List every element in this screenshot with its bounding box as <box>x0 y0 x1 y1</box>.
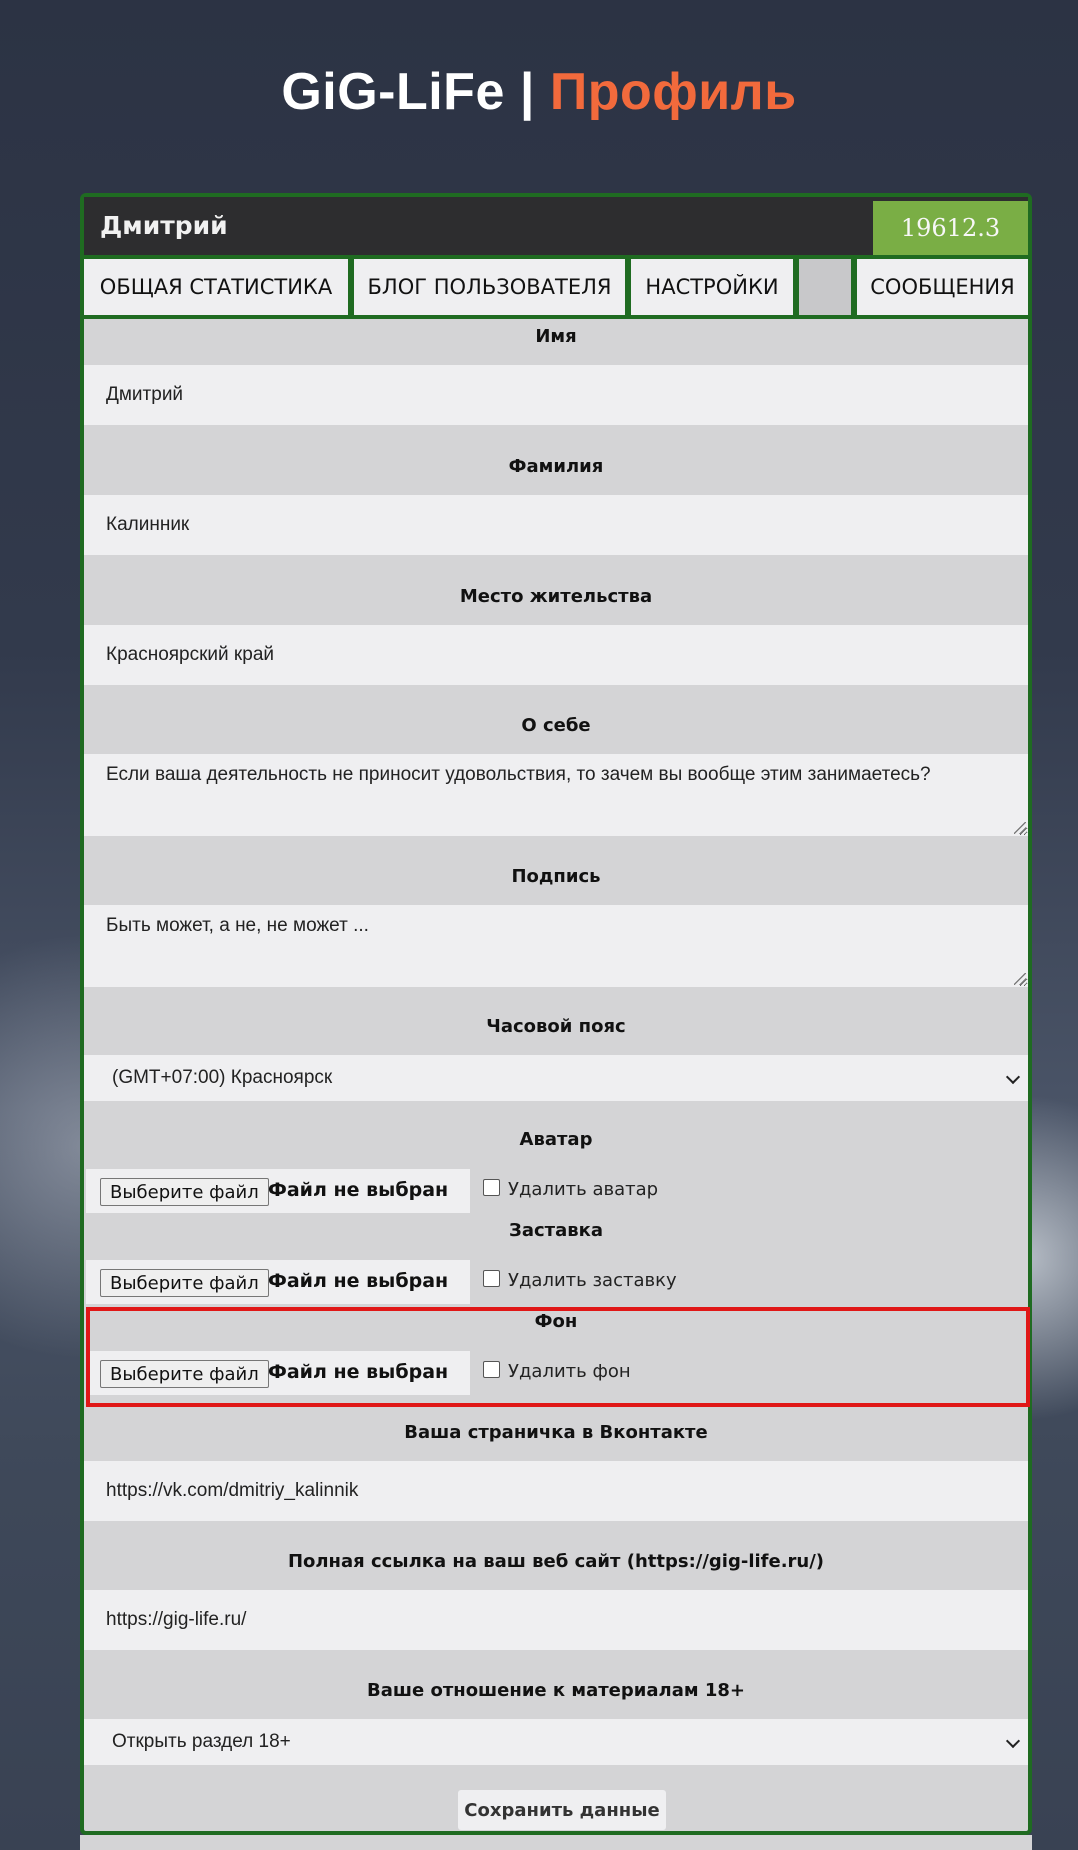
vk-label: Ваша страничка в Вконтакте <box>404 1422 708 1443</box>
profile-score-badge: 19612.3 <box>873 201 1028 255</box>
tab-messages[interactable]: СООБЩЕНИЯ <box>857 259 1028 315</box>
last-name-input[interactable] <box>84 495 1028 555</box>
chevron-down-icon <box>1006 1070 1020 1084</box>
website-input[interactable] <box>84 1590 1028 1650</box>
signature-label: Подпись <box>511 866 601 887</box>
profile-tabs <box>84 255 1028 319</box>
profile-panel <box>80 193 1032 1835</box>
avatar-file-input[interactable] <box>86 1169 470 1213</box>
delete-avatar-label[interactable]: Удалить аватар <box>508 1179 659 1200</box>
screensaver-file-row <box>84 1260 1028 1304</box>
tab-blank[interactable] <box>799 259 851 315</box>
avatar-file-row <box>84 1169 1028 1213</box>
tab-general-stats[interactable]: ОБЩАЯ СТАТИСТИКА <box>84 259 348 315</box>
about-label: О себе <box>521 715 591 736</box>
delete-background-label[interactable]: Удалить фон <box>508 1361 631 1382</box>
adult-content-select[interactable] <box>84 1719 1028 1765</box>
screensaver-file-input[interactable] <box>86 1260 470 1304</box>
chevron-down-icon <box>1006 1734 1020 1748</box>
first-name-input[interactable] <box>84 365 1028 425</box>
tab-settings[interactable]: НАСТРОЙКИ <box>631 259 793 315</box>
panel-bottom-strip <box>80 1835 1032 1850</box>
background-highlight-box <box>86 1307 1030 1407</box>
avatar-file-status: Файл не выбран <box>268 1179 449 1201</box>
profile-header <box>84 197 1028 255</box>
save-button[interactable]: Сохранить данные <box>458 1790 666 1830</box>
background-label: Фон <box>534 1311 578 1332</box>
vk-input[interactable] <box>84 1461 1028 1521</box>
screensaver-label: Заставка <box>509 1220 603 1241</box>
signature-textarea[interactable] <box>84 905 1028 987</box>
site-title-main: GiG-LiFe | <box>281 63 550 121</box>
page-title <box>0 62 1078 122</box>
about-textarea[interactable] <box>84 754 1028 836</box>
screensaver-file-status: Файл не выбран <box>268 1270 449 1292</box>
avatar-label: Аватар <box>519 1129 593 1150</box>
timezone-value: (GMT+07:00) Красноярск <box>112 1067 333 1088</box>
location-label: Место жительства <box>459 586 653 607</box>
website-label: Полная ссылка на ваш веб сайт (https://gig-life.ru/) <box>287 1551 825 1572</box>
signature-resize-grip-icon[interactable] <box>1014 973 1026 985</box>
location-input[interactable] <box>84 625 1028 685</box>
adult-content-label: Ваше отношение к материалам 18+ <box>367 1680 745 1701</box>
delete-screensaver-label[interactable]: Удалить заставку <box>508 1270 677 1291</box>
first-name-label: Имя <box>535 326 577 347</box>
profile-name: Дмитрий <box>100 211 228 240</box>
background-file-status: Файл не выбран <box>268 1361 449 1383</box>
about-resize-grip-icon[interactable] <box>1014 822 1026 834</box>
tab-user-blog[interactable]: БЛОГ ПОЛЬЗОВАТЕЛЯ <box>354 259 625 315</box>
adult-content-value: Открыть раздел 18+ <box>112 1731 291 1752</box>
last-name-label: Фамилия <box>508 456 604 477</box>
timezone-label: Часовой пояс <box>486 1016 626 1037</box>
site-title-accent: Профиль <box>549 63 797 121</box>
screensaver-choose-file-button[interactable]: Выберите файл <box>100 1269 269 1297</box>
timezone-select[interactable] <box>84 1055 1028 1101</box>
avatar-choose-file-button[interactable]: Выберите файл <box>100 1178 269 1206</box>
delete-screensaver-checkbox[interactable] <box>483 1270 500 1287</box>
delete-avatar-checkbox[interactable] <box>483 1179 500 1196</box>
background-choose-file-button[interactable]: Выберите файл <box>100 1360 269 1388</box>
